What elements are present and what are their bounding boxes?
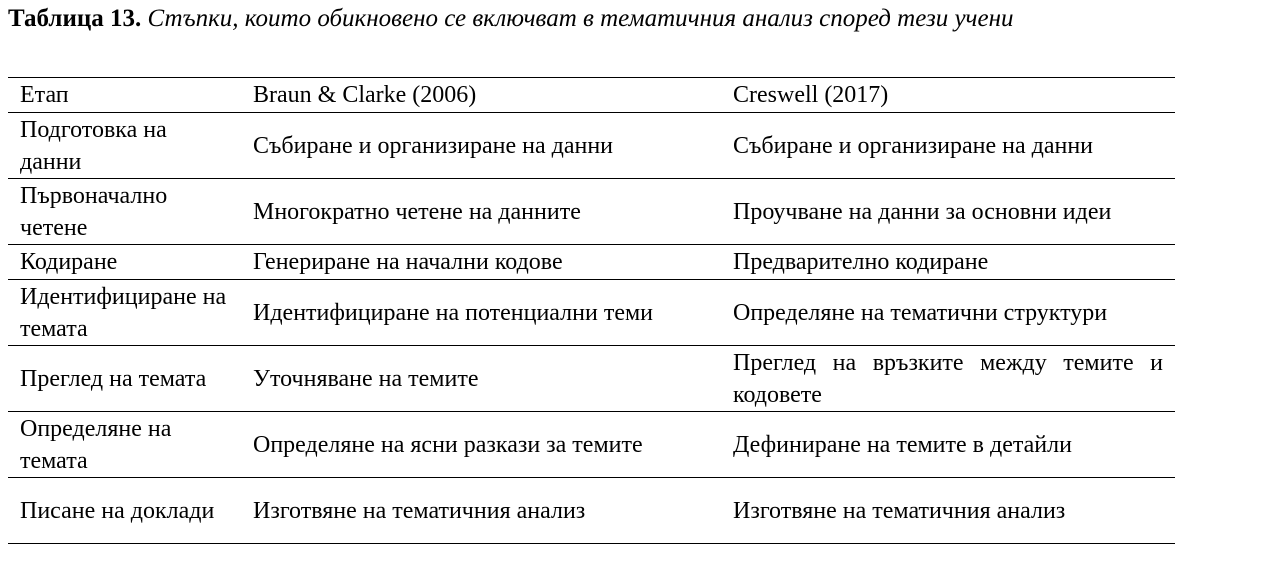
table-caption-label: Таблица 13. [8,5,142,32]
table-row [8,113,1175,179]
stage-cell: Кодиране [20,249,118,275]
creswell-cell: Проучване на данни за основни идеи [733,198,1112,225]
braun-clarke-cell: Изготвяне на тематичния анализ [253,497,586,524]
table-row [8,478,1175,544]
table-row [8,280,1175,346]
header-stage: Етап [20,82,69,108]
header-creswell: Creswell (2017) [733,82,889,108]
stage-cell: Първоначално четене [20,182,168,241]
stage-cell: Писане на доклади [20,497,215,524]
braun-clarke-cell: Уточняване на темите [253,365,479,392]
creswell-cell: Предварително кодиране [733,249,989,275]
thematic-analysis-steps-table [8,77,1175,544]
creswell-cell: Изготвяне на тематичния анализ [733,497,1066,524]
creswell-cell: Събиране и организиране на данни [733,132,1094,159]
table-caption-title: Стъпки, които обикновено се включват в тематичния анализ според тези учени [147,5,1014,32]
stage-cell: Преглед на темата [20,365,207,392]
creswell-cell: Преглед на връзките между темите и кодовете [733,349,1163,408]
creswell-cell: Определяне на тематични структури [733,299,1108,326]
creswell-cell: Дефиниране на темите в детайли [733,431,1072,458]
stage-cell: Идентифициране на темата [20,283,227,342]
table-header-row [8,78,1175,113]
table-caption [8,3,1208,34]
table-row [8,412,1175,478]
table-row [8,179,1175,245]
braun-clarke-cell: Идентифициране на потенциални теми [253,299,653,326]
braun-clarke-cell: Събиране и организиране на данни [253,132,614,159]
header-braun-clarke: Braun & Clarke (2006) [253,82,477,108]
braun-clarke-cell: Генериране на начални кодове [253,249,563,275]
braun-clarke-cell: Многократно четене на данните [253,198,581,225]
braun-clarke-cell: Определяне на ясни разкази за темите [253,431,643,458]
table-row [8,245,1175,280]
stage-cell: Определяне на темата [20,415,172,474]
stage-cell: Подготовка на данни [20,116,167,175]
table-row [8,346,1175,412]
